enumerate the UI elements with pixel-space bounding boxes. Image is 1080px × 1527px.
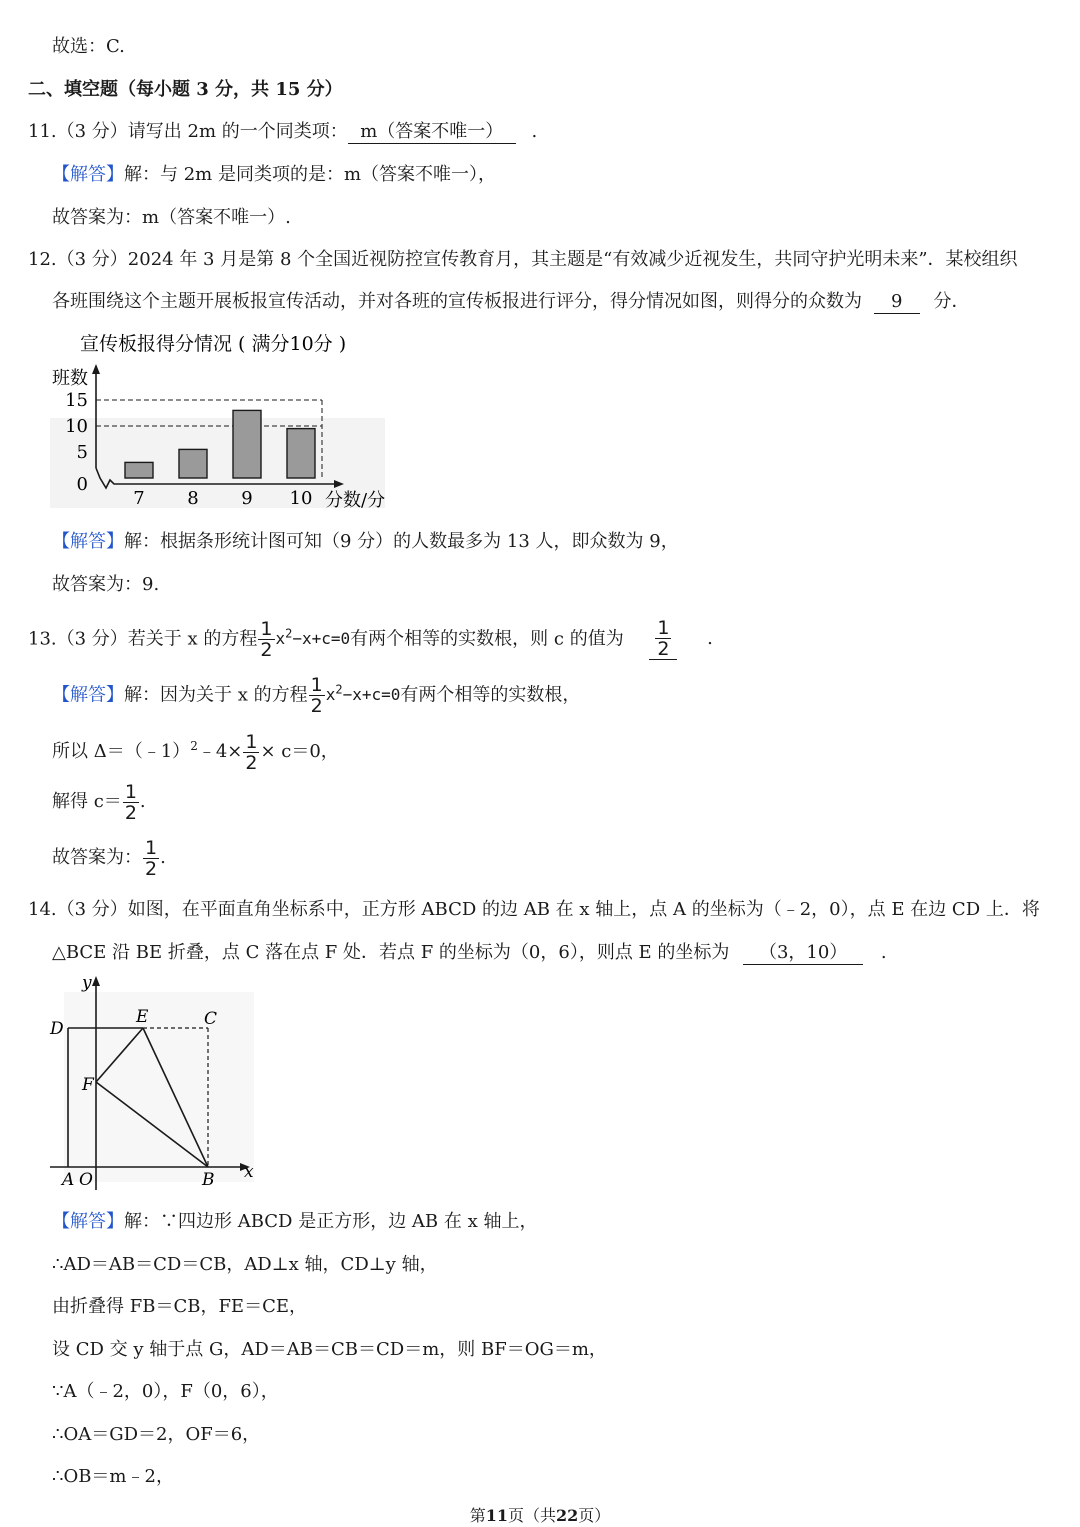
q11-solution: [52, 162, 496, 188]
label-F: F: [82, 1075, 94, 1095]
square-fold-figure: [44, 972, 264, 1194]
q11-stem: [28, 119, 537, 145]
q11-final: 故答案为：m（答案不唯一）.: [52, 207, 291, 228]
total-pages: 22: [556, 1506, 579, 1525]
eq-x: x: [275, 629, 286, 649]
fraction-numerator: 1: [245, 730, 258, 753]
q12-final: 故答案为：9.: [52, 574, 160, 595]
q13-stem-text-a: 13.（3 分）若关于 x 的方程: [28, 628, 258, 650]
q13-end: .: [707, 628, 713, 650]
q13-solution-text-a: 解：因为关于 x 的方程: [124, 684, 308, 706]
y-axis-arrow: [92, 976, 100, 986]
x-tick-label: 10: [289, 488, 313, 509]
bar-8: [179, 449, 207, 478]
q14-solution-7: ∴OB＝m﹣2，: [52, 1466, 174, 1487]
q13-solution: [52, 668, 580, 717]
bar-10: [287, 429, 315, 478]
delta-text-a: 所以 Δ＝（﹣1）: [52, 741, 191, 762]
answer-choice-line: 故选：C.: [52, 36, 125, 57]
q13-answer-blank: [635, 618, 691, 660]
q11-stem-text: 11.（3 分）请写出 2m 的一个同类项：: [28, 121, 348, 142]
delta-text-b: ﹣4×: [197, 741, 243, 762]
footer-mid: 页（共: [507, 1506, 556, 1525]
q13-solution-text-b: 有两个相等的实数根，: [400, 684, 581, 706]
label-B: B: [202, 1170, 215, 1190]
solution-tag: 【解答】: [52, 531, 124, 552]
q14-solution-1: [52, 1209, 537, 1235]
period: .: [160, 847, 166, 868]
page-footer: [0, 1503, 1080, 1526]
q13-delta: [52, 724, 339, 774]
q12-solution-text: 解：根据条形统计图可知（9 分）的人数最多为 13 人，即众数为 9，: [124, 531, 679, 552]
label-x: x: [244, 1162, 254, 1182]
fraction-numerator: 1: [310, 673, 323, 696]
q14-stem-line1: 14.（3 分）如图，在平面直角坐标系中，正方形 ABCD 的边 AB 在 x 轴上，点 A 的坐标为（﹣2，0），点 E 在边 CD 上．将: [28, 899, 1040, 920]
x-tick-label: 7: [133, 488, 145, 509]
equation-term: [326, 685, 401, 704]
y-tick-label: 5: [76, 442, 88, 463]
final-text: 故答案为：: [52, 847, 142, 868]
q14-solution-5: ∵A（﹣2，0），F（0，6），: [52, 1381, 279, 1402]
eq-rest: −x+c=0: [292, 629, 351, 649]
x-tick-label: 9: [241, 488, 253, 509]
solution-tag: 【解答】: [52, 164, 124, 185]
q14-solution-4: 设 CD 交 y 轴于点 G，AD＝AB＝CB＝CD＝m，则 BF＝OG＝m，: [52, 1339, 607, 1360]
q14-solution-6: ∴OA＝GD＝2，OF＝6，: [52, 1424, 261, 1445]
score-bar-chart: [40, 326, 410, 516]
q12-stem-line1: 12.（3 分）2024 年 3 月是第 8 个全国近视防控宣传教育月，其主题是“有效减少近视发生，共同守护光明未来”．某校组织: [28, 249, 1018, 270]
fraction-denominator: 2: [260, 638, 273, 661]
fraction-one-half: [309, 675, 325, 716]
equation-term: [276, 629, 351, 648]
delta-text-c: × c＝0，: [260, 741, 339, 762]
q11-end: .: [531, 121, 538, 142]
y-tick-label: 15: [65, 390, 88, 411]
y-axis-label: 班数: [52, 368, 88, 389]
q14-answer-blank: （3，10）: [743, 942, 863, 965]
solve-text: 解得 c＝: [52, 791, 122, 812]
footer-prefix: 第: [469, 1506, 486, 1525]
fraction-numerator: 1: [657, 617, 670, 640]
x-axis-label: 分数/分: [325, 490, 386, 511]
section-heading: 二、填空题（每小题 3 分，共 15 分）: [28, 79, 343, 100]
q13-stem-text-b: 有两个相等的实数根，则 c 的值为: [350, 628, 624, 650]
label-O: O: [79, 1170, 93, 1190]
q14-solution-text: 解：∵四边形 ABCD 是正方形，边 AB 在 x 轴上，: [124, 1211, 538, 1232]
bar-9: [233, 410, 261, 478]
q12-stem-line2: [52, 289, 969, 315]
fraction-denominator: 2: [145, 857, 158, 880]
y-tick-label: 0: [76, 474, 88, 495]
delta-exponent: 2: [190, 739, 198, 753]
q14-stem-line2: [52, 940, 887, 966]
q12-solution: [52, 529, 679, 555]
fraction-one-half: [243, 732, 259, 773]
y-tick-label: 10: [65, 416, 88, 437]
period: .: [139, 791, 146, 812]
eq-rest: −x+c=0: [342, 685, 401, 705]
bar-7: [125, 462, 153, 478]
page-number: 11: [485, 1506, 508, 1525]
q14-solution-3: 由折叠得 FB＝CB，FE＝CE，: [52, 1296, 307, 1317]
fraction-denominator: 2: [657, 638, 670, 661]
fraction-numerator: 1: [145, 836, 158, 859]
q14-stem-text: △BCE 沿 BE 折叠，点 C 落在点 F 处．若点 F 的坐标为（0，6），则点 E 的坐标为: [52, 942, 730, 963]
x-tick-label: 8: [187, 488, 199, 509]
chart-title: 宣传板报得分情况 ( 满分10分 ): [80, 333, 347, 355]
label-A: A: [62, 1170, 75, 1190]
q13-stem: [28, 612, 713, 661]
fraction-denominator: 2: [245, 751, 258, 774]
fraction-one-half: [143, 838, 159, 879]
label-C: C: [204, 1009, 218, 1029]
q14-end: .: [880, 942, 887, 963]
eq-exponent: 2: [335, 683, 343, 697]
q12-answer-blank: 9: [874, 291, 920, 314]
y-axis-arrow: [92, 364, 100, 374]
label-y: y: [82, 973, 92, 993]
label-E: E: [136, 1007, 149, 1027]
fraction-denominator: 2: [124, 801, 137, 824]
solution-tag: 【解答】: [52, 684, 124, 706]
q13-solve: [52, 780, 146, 824]
q11-answer-blank: m（答案不唯一）: [348, 121, 516, 144]
q13-final: [52, 836, 166, 880]
q12-stem-text: 各班围绕这个主题开展板报宣传活动，并对各班的宣传板报进行评分，得分情况如图，则得分的众数为: [52, 291, 862, 312]
fraction-denominator: 2: [310, 694, 323, 717]
eq-x: x: [325, 685, 336, 705]
footer-suffix: 页）: [578, 1506, 611, 1525]
q12-stem-end: 分．: [933, 291, 970, 312]
fraction-one-half: [649, 618, 677, 660]
q14-solution-2: ∴AD＝AB＝CD＝CB，AD⊥x 轴，CD⊥y 轴，: [52, 1254, 438, 1275]
fraction-numerator: 1: [260, 617, 273, 640]
label-D: D: [50, 1019, 64, 1039]
fraction-numerator: 1: [124, 780, 137, 803]
fraction-one-half: [123, 782, 139, 823]
solution-tag: 【解答】: [52, 1211, 124, 1232]
eq-exponent: 2: [285, 627, 293, 641]
fraction-one-half: [258, 619, 274, 660]
q11-solution-text: 解：与 2m 是同类项的是：m（答案不唯一），: [124, 164, 497, 185]
